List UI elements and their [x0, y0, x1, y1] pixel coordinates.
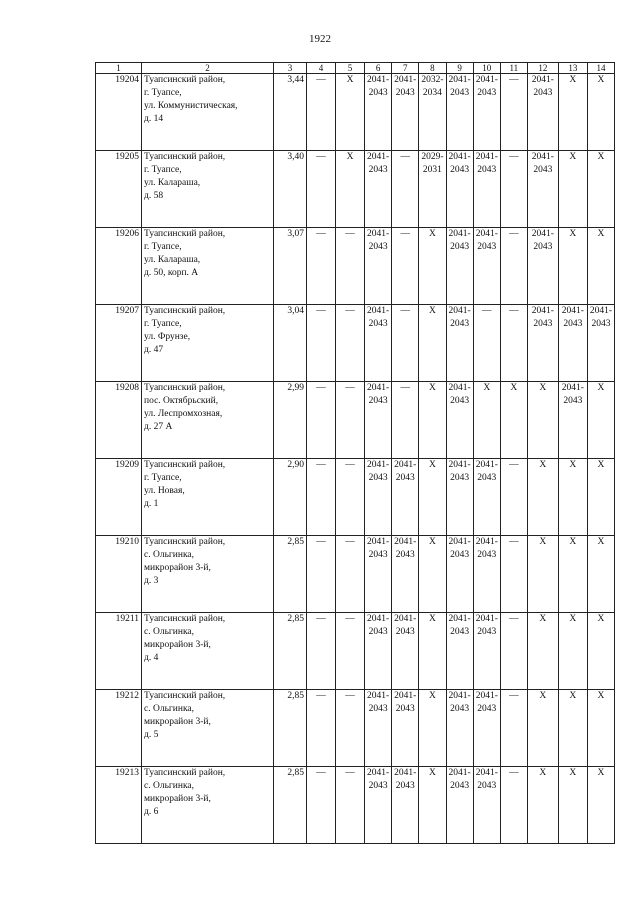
address-line: г. Туапсе,: [144, 165, 182, 175]
value-cell: 2,85: [274, 536, 307, 613]
cell-col-10: 2041- 2043: [473, 613, 500, 690]
page-number: 1922: [309, 33, 331, 45]
cell-col-11: —: [500, 536, 527, 613]
cell-col-14: X: [587, 382, 614, 459]
value-cell: 3,07: [274, 228, 307, 305]
address-cell: [142, 767, 274, 844]
cell-col-12: X: [527, 536, 558, 613]
header-row: [96, 63, 615, 74]
address-line: д. 1: [144, 499, 159, 509]
cell-col-12: X: [527, 382, 558, 459]
cell-col-13: X: [558, 151, 587, 228]
address-line: микрорайон 3-й,: [144, 794, 211, 804]
cell-col-8: X: [419, 613, 446, 690]
cell-col-10: 2041- 2043: [473, 767, 500, 844]
cell-col-4: —: [307, 228, 336, 305]
cell-col-7: 2041- 2043: [392, 767, 419, 844]
address-line: Туапсинский район,: [144, 537, 226, 547]
row-id: 19206: [96, 228, 142, 305]
cell-col-11: —: [500, 459, 527, 536]
address-line: Туапсинский район,: [144, 614, 226, 624]
address-cell: [142, 305, 274, 382]
address-cell: [142, 613, 274, 690]
cell-col-14: X: [587, 228, 614, 305]
cell-col-11: —: [500, 151, 527, 228]
address-line: г. Туапсе,: [144, 319, 182, 329]
column-header-3: 3: [274, 63, 307, 74]
cell-col-6: 2041- 2043: [365, 382, 392, 459]
address-line: Туапсинский район,: [144, 691, 226, 701]
cell-col-6: 2041- 2043: [365, 767, 392, 844]
cell-col-13: 2041- 2043: [558, 382, 587, 459]
table-row: [96, 613, 615, 690]
cell-col-7: 2041- 2043: [392, 690, 419, 767]
cell-col-5: —: [336, 767, 365, 844]
cell-col-14: X: [587, 536, 614, 613]
column-header-4: 4: [307, 63, 336, 74]
address-line: с. Ольгинка,: [144, 781, 195, 791]
cell-col-11: —: [500, 690, 527, 767]
cell-col-5: —: [336, 690, 365, 767]
address-line: микрорайон 3-й,: [144, 640, 211, 650]
address-line: д. 5: [144, 730, 159, 740]
cell-col-7: —: [392, 151, 419, 228]
cell-col-13: X: [558, 536, 587, 613]
cell-col-10: 2041- 2043: [473, 536, 500, 613]
address-line: с. Ольгинка,: [144, 627, 195, 637]
cell-col-7: 2041- 2043: [392, 459, 419, 536]
cell-col-8: X: [419, 382, 446, 459]
cell-col-4: —: [307, 459, 336, 536]
cell-col-4: —: [307, 613, 336, 690]
table-row: [96, 305, 615, 382]
cell-col-13: 2041- 2043: [558, 305, 587, 382]
address-line: с. Ольгинка,: [144, 550, 195, 560]
address-cell: [142, 228, 274, 305]
table-row: [96, 690, 615, 767]
address-line: д. 4: [144, 653, 159, 663]
column-header-12: 12: [527, 63, 558, 74]
cell-col-4: —: [307, 151, 336, 228]
cell-col-11: —: [500, 228, 527, 305]
cell-col-6: 2041- 2043: [365, 536, 392, 613]
cell-col-12: 2041- 2043: [527, 74, 558, 151]
address-line: д. 14: [144, 114, 164, 124]
address-line: ул. Фрунзе,: [144, 332, 191, 342]
cell-col-10: 2041- 2043: [473, 459, 500, 536]
cell-col-14: 2041- 2043: [587, 305, 614, 382]
cell-col-9: 2041- 2043: [446, 767, 473, 844]
cell-col-9: 2041- 2043: [446, 536, 473, 613]
cell-col-13: X: [558, 613, 587, 690]
cell-col-6: 2041- 2043: [365, 74, 392, 151]
cell-col-8: X: [419, 228, 446, 305]
cell-col-5: —: [336, 228, 365, 305]
cell-col-12: X: [527, 767, 558, 844]
address-line: микрорайон 3-й,: [144, 717, 211, 727]
table-row: [96, 536, 615, 613]
cell-col-10: 2041- 2043: [473, 74, 500, 151]
cell-col-14: X: [587, 767, 614, 844]
cell-col-12: X: [527, 613, 558, 690]
cell-col-8: 2029- 2031: [419, 151, 446, 228]
column-header-10: 10: [473, 63, 500, 74]
value-cell: 2,99: [274, 382, 307, 459]
column-header-2: 2: [142, 63, 274, 74]
address-line: д. 50, корп. А: [144, 268, 199, 278]
row-id: 19207: [96, 305, 142, 382]
column-header-1: 1: [96, 63, 142, 74]
address-cell: [142, 74, 274, 151]
cell-col-8: X: [419, 690, 446, 767]
table-row: [96, 74, 615, 151]
value-cell: 3,04: [274, 305, 307, 382]
cell-col-11: —: [500, 613, 527, 690]
address-line: г. Туапсе,: [144, 88, 182, 98]
column-header-14: 14: [587, 63, 614, 74]
cell-col-12: 2041- 2043: [527, 151, 558, 228]
cell-col-4: —: [307, 74, 336, 151]
value-cell: 2,85: [274, 613, 307, 690]
address-line: с. Ольгинка,: [144, 704, 195, 714]
address-line: Туапсинский район,: [144, 229, 226, 239]
row-id: 19212: [96, 690, 142, 767]
row-id: 19213: [96, 767, 142, 844]
cell-col-5: X: [336, 74, 365, 151]
row-id: 19209: [96, 459, 142, 536]
address-line: д. 47: [144, 345, 164, 355]
cell-col-9: 2041- 2043: [446, 382, 473, 459]
value-cell: 2,90: [274, 459, 307, 536]
cell-col-13: X: [558, 228, 587, 305]
cell-col-13: X: [558, 767, 587, 844]
cell-col-4: —: [307, 305, 336, 382]
cell-col-10: 2041- 2043: [473, 690, 500, 767]
cell-col-14: X: [587, 613, 614, 690]
cell-col-12: 2041- 2043: [527, 228, 558, 305]
cell-col-6: 2041- 2043: [365, 228, 392, 305]
column-header-6: 6: [365, 63, 392, 74]
value-cell: 2,85: [274, 690, 307, 767]
row-id: 19211: [96, 613, 142, 690]
cell-col-9: 2041- 2043: [446, 613, 473, 690]
cell-col-4: —: [307, 536, 336, 613]
cell-col-12: 2041- 2043: [527, 305, 558, 382]
table-row: [96, 228, 615, 305]
value-cell: 3,44: [274, 74, 307, 151]
cell-col-9: 2041- 2043: [446, 305, 473, 382]
cell-col-12: X: [527, 690, 558, 767]
address-line: г. Туапсе,: [144, 242, 182, 252]
cell-col-10: —: [473, 305, 500, 382]
cell-col-11: —: [500, 767, 527, 844]
cell-col-9: 2041- 2043: [446, 151, 473, 228]
register-table: [95, 62, 615, 844]
cell-col-5: —: [336, 536, 365, 613]
cell-col-14: X: [587, 690, 614, 767]
address-line: Туапсинский район,: [144, 460, 226, 470]
cell-col-5: —: [336, 305, 365, 382]
column-header-7: 7: [392, 63, 419, 74]
cell-col-6: 2041- 2043: [365, 305, 392, 382]
address-cell: [142, 459, 274, 536]
cell-col-8: 2032- 2034: [419, 74, 446, 151]
cell-col-7: —: [392, 305, 419, 382]
cell-col-6: 2041- 2043: [365, 459, 392, 536]
address-cell: [142, 690, 274, 767]
cell-col-9: 2041- 2043: [446, 228, 473, 305]
cell-col-6: 2041- 2043: [365, 613, 392, 690]
cell-col-4: —: [307, 690, 336, 767]
cell-col-5: —: [336, 459, 365, 536]
cell-col-11: X: [500, 382, 527, 459]
cell-col-5: —: [336, 382, 365, 459]
row-id: 19204: [96, 74, 142, 151]
row-id: 19210: [96, 536, 142, 613]
table-row: [96, 382, 615, 459]
address-line: Туапсинский район,: [144, 306, 226, 316]
cell-col-4: —: [307, 767, 336, 844]
cell-col-10: X: [473, 382, 500, 459]
cell-col-14: X: [587, 74, 614, 151]
cell-col-13: X: [558, 459, 587, 536]
column-header-9: 9: [446, 63, 473, 74]
address-line: ул. Калараша,: [144, 255, 201, 265]
cell-col-6: 2041- 2043: [365, 151, 392, 228]
address-line: пос. Октябрьский,: [144, 396, 219, 406]
cell-col-8: X: [419, 536, 446, 613]
column-header-5: 5: [336, 63, 365, 74]
address-line: ул. Калараша,: [144, 178, 201, 188]
table-row: [96, 459, 615, 536]
cell-col-9: 2041- 2043: [446, 690, 473, 767]
table-row: [96, 767, 615, 844]
cell-col-5: —: [336, 613, 365, 690]
cell-col-8: X: [419, 459, 446, 536]
cell-col-11: —: [500, 74, 527, 151]
cell-col-4: —: [307, 382, 336, 459]
row-id: 19208: [96, 382, 142, 459]
cell-col-14: X: [587, 151, 614, 228]
cell-col-12: X: [527, 459, 558, 536]
cell-col-8: X: [419, 305, 446, 382]
cell-col-7: 2041- 2043: [392, 536, 419, 613]
cell-col-7: 2041- 2043: [392, 74, 419, 151]
address-cell: [142, 382, 274, 459]
cell-col-7: —: [392, 382, 419, 459]
cell-col-5: X: [336, 151, 365, 228]
cell-col-9: 2041- 2043: [446, 74, 473, 151]
column-header-11: 11: [500, 63, 527, 74]
cell-col-10: 2041- 2043: [473, 228, 500, 305]
column-header-8: 8: [419, 63, 446, 74]
row-id: 19205: [96, 151, 142, 228]
address-line: Туапсинский район,: [144, 768, 226, 778]
address-line: ул. Леспромхозная,: [144, 409, 223, 419]
cell-col-11: —: [500, 305, 527, 382]
column-header-13: 13: [558, 63, 587, 74]
cell-col-6: 2041- 2043: [365, 690, 392, 767]
address-line: Туапсинский район,: [144, 75, 226, 85]
address-line: г. Туапсе,: [144, 473, 182, 483]
address-cell: [142, 151, 274, 228]
address-line: д. 3: [144, 576, 159, 586]
address-line: д. 6: [144, 807, 159, 817]
cell-col-9: 2041- 2043: [446, 459, 473, 536]
cell-col-7: 2041- 2043: [392, 613, 419, 690]
address-line: ул. Коммунистическая,: [144, 101, 238, 111]
address-line: Туапсинский район,: [144, 152, 226, 162]
cell-col-14: X: [587, 459, 614, 536]
value-cell: 3,40: [274, 151, 307, 228]
address-cell: [142, 536, 274, 613]
address-line: д. 58: [144, 191, 164, 201]
cell-col-13: X: [558, 74, 587, 151]
value-cell: 2,85: [274, 767, 307, 844]
cell-col-8: X: [419, 767, 446, 844]
address-line: ул. Новая,: [144, 486, 185, 496]
cell-col-7: —: [392, 228, 419, 305]
table-body: [96, 74, 615, 844]
address-line: микрорайон 3-й,: [144, 563, 211, 573]
table-row: [96, 151, 615, 228]
cell-col-10: 2041- 2043: [473, 151, 500, 228]
address-line: Туапсинский район,: [144, 383, 226, 393]
address-line: д. 27 А: [144, 422, 173, 432]
cell-col-13: X: [558, 690, 587, 767]
